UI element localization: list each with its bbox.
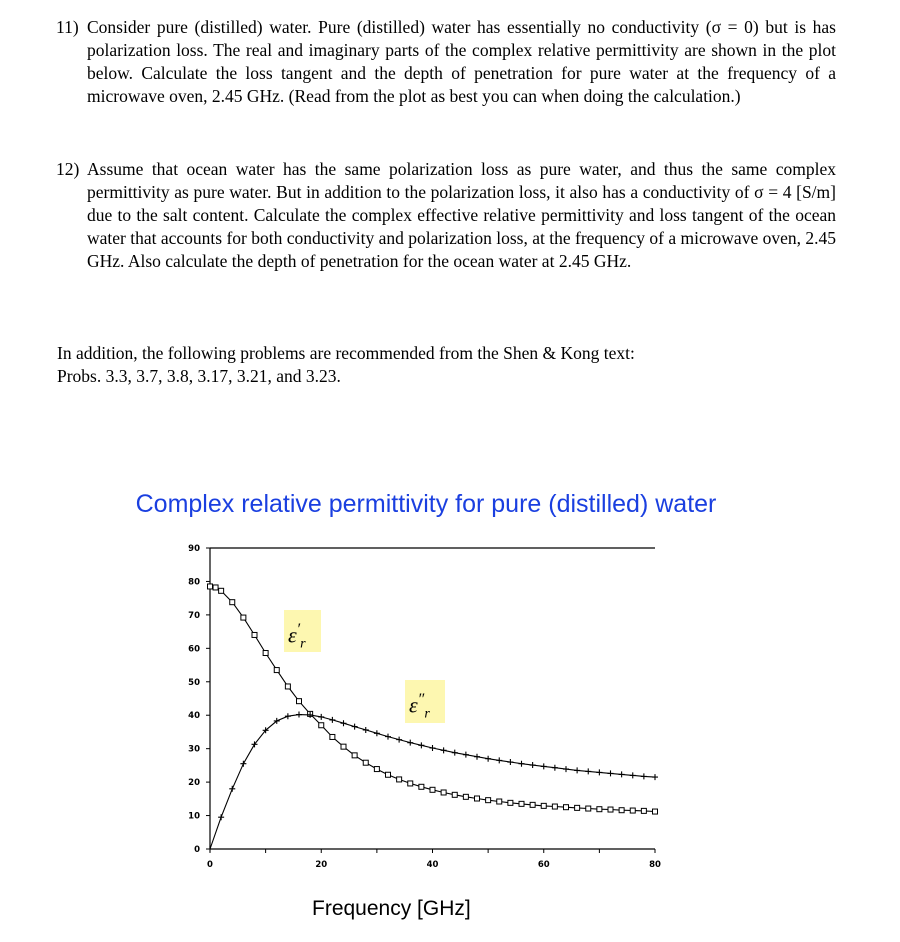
series-real-point xyxy=(386,772,391,777)
series-real-point xyxy=(297,699,302,704)
series-imag-point xyxy=(218,814,224,820)
chart-title: Complex relative permittivity for pure (distilled) water xyxy=(135,490,717,518)
y-tick-label: 60 xyxy=(188,644,200,655)
series-imag-point xyxy=(463,752,469,758)
series-real-point xyxy=(475,796,480,801)
series-imag-point xyxy=(585,768,591,774)
series-real-point xyxy=(530,802,535,807)
series-imag-point xyxy=(641,773,647,779)
series-imag-point xyxy=(418,742,424,748)
series-real-point xyxy=(208,584,213,589)
series-imag-point xyxy=(496,757,502,763)
series-imag-point xyxy=(363,727,369,733)
series-real-point xyxy=(519,801,524,806)
series-imag-point xyxy=(563,766,569,772)
x-axis-label: Frequency [GHz] xyxy=(312,897,471,920)
series-real-point xyxy=(463,794,468,799)
recommendation-line-1: In addition, the following problems are recommended from the Shen & Kong text: xyxy=(57,343,635,363)
series-imag-point xyxy=(652,774,658,780)
series-imag-point xyxy=(374,730,380,736)
series-real-point xyxy=(241,615,246,620)
series-imag-line xyxy=(210,715,655,849)
series-label-imag-eps: ε xyxy=(409,692,418,718)
series-imag-point xyxy=(507,759,513,765)
series-real-point xyxy=(597,807,602,812)
problem-12-number: 12) xyxy=(56,159,80,179)
series-real-point xyxy=(641,808,646,813)
series-real-point xyxy=(352,753,357,758)
series-real-point xyxy=(653,809,658,814)
series-imag-point xyxy=(207,846,213,852)
series-imag-point xyxy=(296,712,302,718)
series-label-real-eps: ε xyxy=(288,622,297,648)
x-tick-label: 40 xyxy=(426,860,439,870)
series-real-point xyxy=(408,781,413,786)
y-tick-label: 0 xyxy=(194,845,200,855)
series-real-point xyxy=(441,790,446,795)
series-imag-point xyxy=(318,714,324,720)
series-real-point xyxy=(564,805,569,810)
series-label-real-prime: ′ xyxy=(296,621,301,638)
series-imag-point xyxy=(385,734,391,740)
series-real-point xyxy=(219,588,224,593)
series-real-point xyxy=(497,799,502,804)
series-real-point xyxy=(630,808,635,813)
x-tick-label: 20 xyxy=(315,860,328,870)
series-real-point xyxy=(397,777,402,782)
problem-12-text: Assume that ocean water has the same polarization loss as pure water, and thus the same complex permittivity as pure water. But in addition to the polarization loss, it also has a conductivity of σ = 4 [S/m] due to the salt content. Calculate the complex effective relative permittivity and loss tangent of the ocean water that accounts for both conductivity and polarization loss, at the frequency of a microwave oven, 2.45 GHz. Also calculate the depth of penetration for the ocean water at 2.45 GHz. xyxy=(87,159,836,271)
series-imag-point xyxy=(596,769,602,775)
series-imag-point xyxy=(329,717,335,723)
series-imag-point xyxy=(407,740,413,746)
series-label-imag-prime: ″ xyxy=(417,691,425,708)
y-tick-label: 70 xyxy=(188,610,200,621)
series-imag-point xyxy=(530,762,536,768)
series-imag-point xyxy=(396,737,402,743)
recommendation-line-2: Probs. 3.3, 3.7, 3.8, 3.17, 3.21, and 3.23. xyxy=(57,366,341,386)
problem-11-number: 11) xyxy=(56,17,79,37)
y-tick-label: 50 xyxy=(188,677,200,688)
series-imag-point xyxy=(574,767,580,773)
problem-11-text: Consider pure (distilled) water. Pure (distilled) water has essentially no conductivity (σ = 0) but is has polarization loss. The real and imaginary parts of the complex relative permittivity are shown in the plot below. Calculate the loss tangent and the depth of penetration for pure water at the frequency of a microwave oven, 2.45 GHz. (Read from the plot as best you can when doing the calculation.) xyxy=(87,17,836,106)
series-real-point xyxy=(363,760,368,765)
series-real-point xyxy=(330,734,335,739)
series-label-imag-sub: r xyxy=(424,706,430,722)
series-real-point xyxy=(274,668,279,673)
y-tick-label: 80 xyxy=(188,577,200,588)
series-real-point xyxy=(608,807,613,812)
series-real-point xyxy=(552,804,557,809)
series-real-point xyxy=(230,600,235,605)
series-real-point xyxy=(508,800,513,805)
series-imag-point xyxy=(352,724,358,730)
series-real-point xyxy=(541,803,546,808)
y-tick-label: 20 xyxy=(188,778,200,789)
series-imag-point xyxy=(285,713,291,719)
x-tick-label: 60 xyxy=(537,860,550,870)
x-tick-label: 0 xyxy=(207,860,213,870)
series-real-point xyxy=(619,808,624,813)
series-real-point xyxy=(252,632,257,637)
series-imag-point xyxy=(552,765,558,771)
series-imag-point xyxy=(441,747,447,753)
series-imag-point xyxy=(608,770,614,776)
series-imag-point xyxy=(474,754,480,760)
series-real-point xyxy=(263,651,268,656)
y-tick-label: 40 xyxy=(188,711,200,722)
series-imag-point xyxy=(452,750,458,756)
series-real-point xyxy=(285,684,290,689)
series-imag-point xyxy=(519,761,525,767)
y-tick-label: 10 xyxy=(188,811,200,822)
series-label-real-sub: r xyxy=(300,636,306,652)
series-imag-point xyxy=(240,761,246,767)
series-imag-point xyxy=(341,720,347,726)
series-real-point xyxy=(575,805,580,810)
series-imag-point xyxy=(430,745,436,751)
series-real-point xyxy=(430,787,435,792)
series-real-point xyxy=(213,585,218,590)
series-real-point xyxy=(341,744,346,749)
series-real-point xyxy=(452,792,457,797)
y-tick-label: 30 xyxy=(188,744,200,755)
series-imag-point xyxy=(485,756,491,762)
series-label-real xyxy=(284,610,321,652)
y-tick-label: 90 xyxy=(188,544,200,554)
series-label-imag xyxy=(405,680,445,723)
series-imag-point xyxy=(229,786,235,792)
series-imag-point xyxy=(630,772,636,778)
series-imag-point xyxy=(619,771,625,777)
series-imag-point xyxy=(541,763,547,769)
series-real-point xyxy=(374,767,379,772)
series-real-point xyxy=(319,723,324,728)
series-real-point xyxy=(586,806,591,811)
series-real-point xyxy=(419,784,424,789)
x-tick-label: 80 xyxy=(649,860,661,870)
series-real-point xyxy=(486,798,491,803)
